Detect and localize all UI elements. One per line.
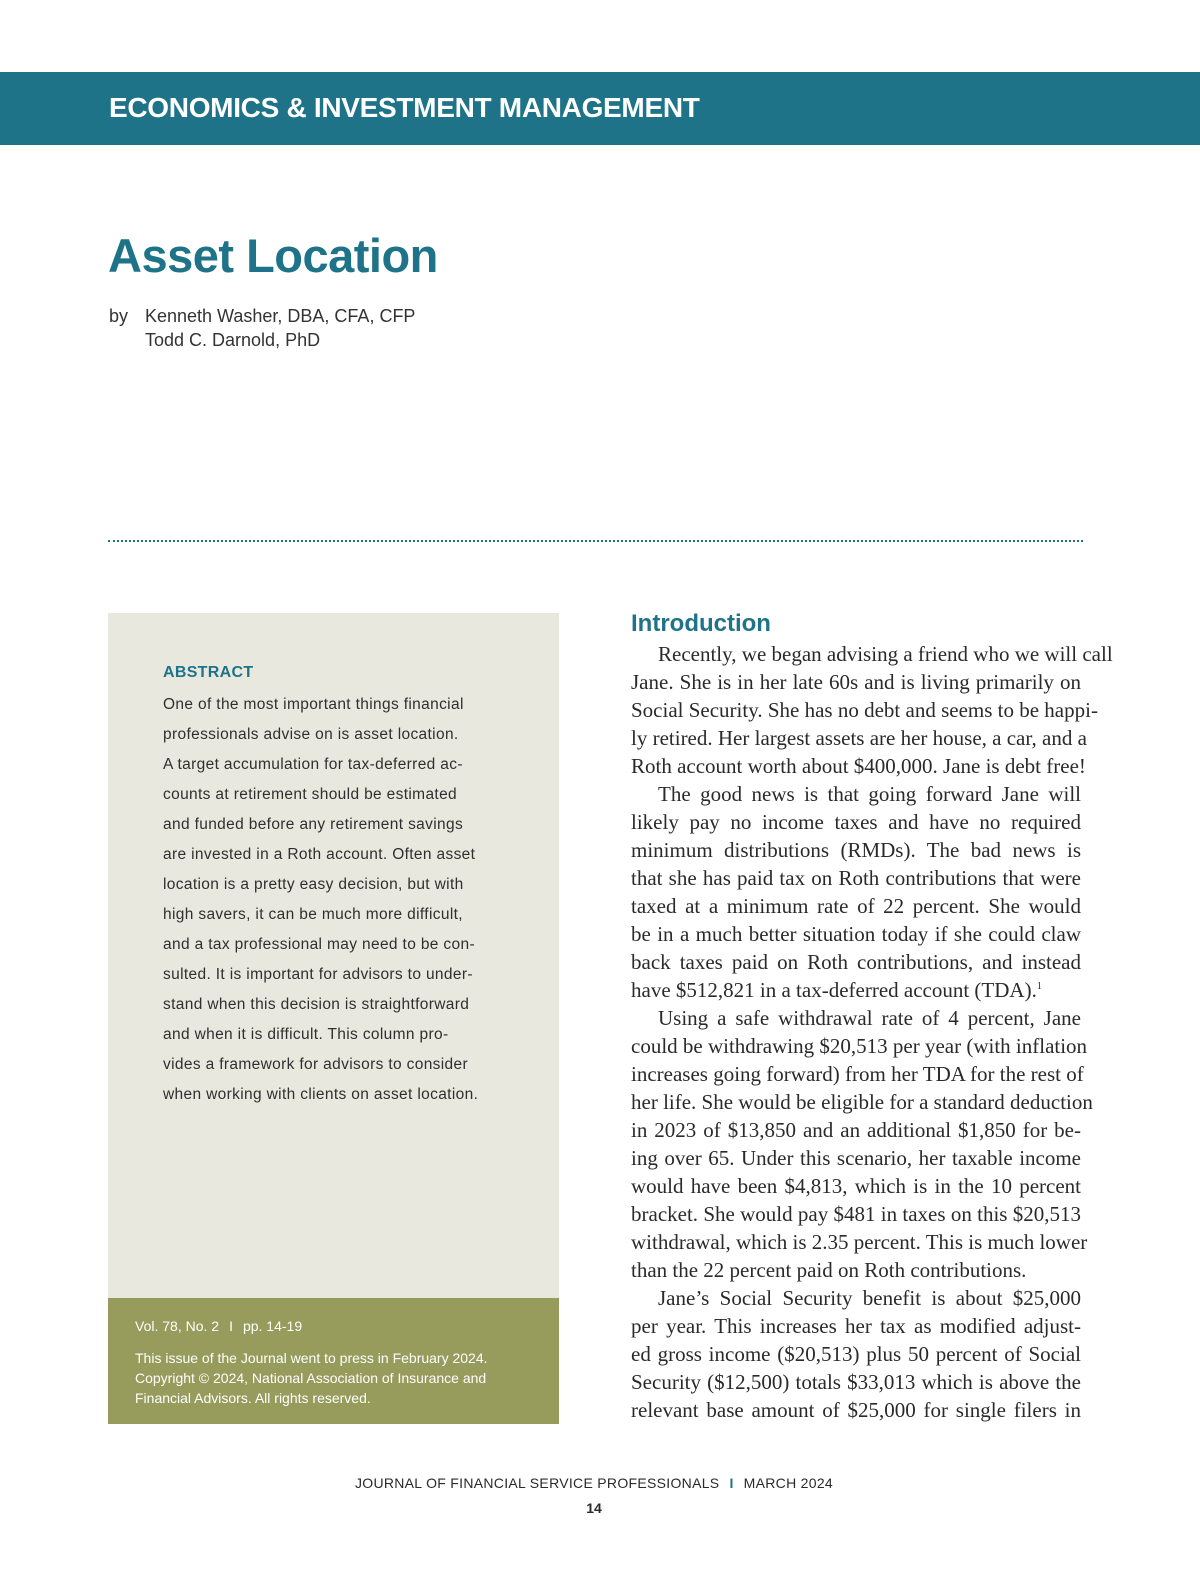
abstract-line: and when it is difficult. This column pro- <box>163 1026 449 1043</box>
body-line: than the 22 percent paid on Roth contributions. <box>631 1258 1027 1282</box>
publication-info-panel <box>108 1298 559 1424</box>
footnote-marker[interactable]: 1 <box>1036 981 1042 992</box>
body-line: Roth account worth about $400,000. Jane is debt free! <box>631 754 1086 778</box>
abstract-line: professionals advise on is asset location. <box>163 726 459 743</box>
author-name: Kenneth Washer, DBA, CFA, CFP <box>145 306 416 326</box>
section-label: ECONOMICS & INVESTMENT MANAGEMENT <box>109 92 700 123</box>
byline-prefix: by <box>109 306 129 326</box>
body-line: bracket. She would pay $481 in taxes on this $20,513 <box>631 1202 1081 1226</box>
body-line: Security ($12,500) totals $33,013 which is above the <box>631 1370 1081 1394</box>
body-line: per year. This increases her tax as modified adjust- <box>631 1314 1081 1338</box>
body-line: could be withdrawing $20,513 per year (with inflation <box>631 1034 1088 1058</box>
body-line: withdrawal, which is 2.35 percent. This is much lower <box>631 1230 1088 1254</box>
abstract-line: counts at retirement should be estimated <box>163 786 458 803</box>
footer-separator: I <box>729 1475 734 1491</box>
volume-number: Vol. 78, No. 2 <box>135 1318 220 1334</box>
abstract-line: when working with clients on asset location. <box>163 1086 479 1103</box>
body-line: have $512,821 in a tax-deferred account (TDA). <box>631 978 1037 1002</box>
body-line: back taxes paid on Roth contributions, and instead <box>631 950 1081 974</box>
body-line: ed gross income ($20,513) plus 50 percent of Social <box>631 1342 1081 1366</box>
abstract-line: One of the most important things financial <box>163 696 464 713</box>
body-line: Social Security. She has no debt and seems to be happi- <box>631 698 1098 722</box>
body-line: ly retired. Her largest assets are her house, a car, and a <box>631 726 1087 750</box>
body-line: be in a much better situation today if she could claw <box>631 922 1081 946</box>
body-line: Recently, we began advising a friend who we will call <box>658 642 1113 666</box>
copyright-line: Copyright © 2024, National Association of Insurance and <box>135 1370 487 1386</box>
abstract-line: high savers, it can be much more difficult, <box>163 906 463 923</box>
body-line: The good news is that going forward Jane will <box>658 782 1081 806</box>
abstract-line: are invested in a Roth account. Often asset <box>163 846 476 863</box>
abstract-line: location is a pretty easy decision, but with <box>163 876 464 893</box>
volume-info <box>135 1318 302 1334</box>
body-line-with-footnote <box>631 976 1081 1004</box>
body-line: minimum distributions (RMDs). The bad news is <box>631 838 1081 862</box>
copyright-note <box>135 1348 535 1408</box>
body-line: taxed at a minimum rate of 22 percent. She would <box>631 894 1081 918</box>
body-line: relevant base amount of $25,000 for single filers in <box>631 1398 1081 1422</box>
section-heading: Introduction <box>631 610 771 637</box>
author-list <box>145 304 415 352</box>
copyright-line: Financial Advisors. All rights reserved. <box>135 1390 371 1406</box>
abstract-line: sulted. It is important for advisors to under- <box>163 966 473 983</box>
section-divider <box>108 540 1083 542</box>
abstract-line: vides a framework for advisors to consider <box>163 1056 469 1073</box>
volume-separator: I <box>229 1318 233 1334</box>
body-line: likely pay no income taxes and have no required <box>631 810 1081 834</box>
abstract-line: A target accumulation for tax-deferred ac- <box>163 756 463 773</box>
body-line: in 2023 of $13,850 and an additional $1,850 for be- <box>631 1118 1081 1142</box>
body-line: would have been $4,813, which is in the 10 percent <box>631 1174 1081 1198</box>
body-line: her life. She would be eligible for a standard deduction <box>631 1090 1093 1114</box>
journal-name: JOURNAL OF FINANCIAL SERVICE PROFESSIONALS <box>354 1475 720 1491</box>
article-body <box>631 640 1113 1424</box>
copyright-line: This issue of the Journal went to press in February 2024. <box>135 1350 488 1366</box>
issue-date: MARCH 2024 <box>743 1475 834 1491</box>
abstract-line: stand when this decision is straightforward <box>163 996 470 1013</box>
article-title: Asset Location <box>108 229 438 282</box>
abstract-heading: ABSTRACT <box>163 664 254 681</box>
body-line: Jane. She is in her late 60s and is living primarily on <box>631 670 1081 694</box>
abstract-line: and a tax professional may need to be con- <box>163 936 475 953</box>
body-line: ing over 65. Under this scenario, her taxable income <box>631 1146 1081 1170</box>
body-line: increases going forward) from her TDA for the rest of <box>631 1062 1084 1086</box>
page-range: pp. 14-19 <box>242 1318 303 1334</box>
abstract-text <box>163 690 505 1110</box>
body-line: that she has paid tax on Roth contributions that were <box>631 866 1081 890</box>
journal-footer <box>0 1475 1188 1491</box>
abstract-line: and funded before any retirement savings <box>163 816 464 833</box>
author-name: Todd C. Darnold, PhD <box>145 330 321 350</box>
page-number: 14 <box>586 1500 602 1516</box>
body-line: Using a safe withdrawal rate of 4 percent, Jane <box>658 1006 1081 1030</box>
body-line: Jane’s Social Security benefit is about $25,000 <box>658 1286 1081 1310</box>
